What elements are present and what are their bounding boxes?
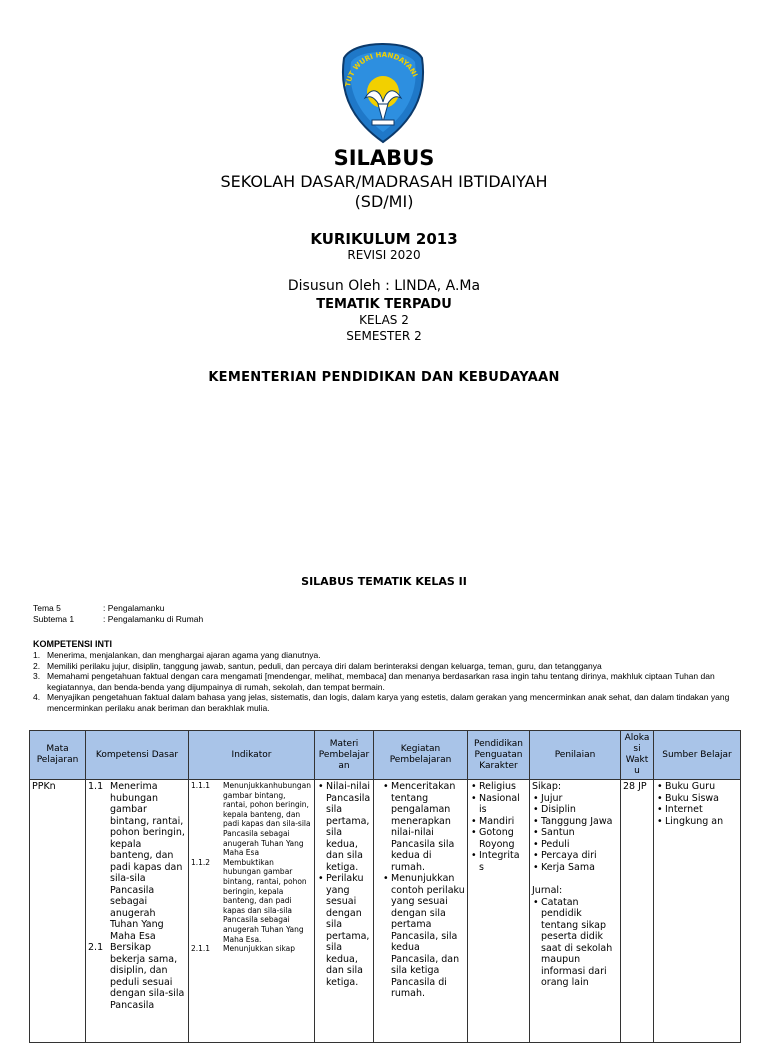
kd-text: Menerima hubungan gambar bintang, rantai, pohon beringin, kepala banteng, dan padi kapas dan sila-sila Pancasila sebagai anugerah Tuhan Yang Maha Esa [110,781,185,942]
sumber-item: • Buku Guru [665,781,738,793]
kd-item [88,781,186,942]
sikap-item: • Disiplin [541,804,618,816]
jurnal-item: • Catatan pendidik tentang sikap peserta didik saat di sekolah maupun informasi dari orang lain [541,897,618,989]
kd-item [88,942,186,1011]
ki-number: 2. [33,660,41,671]
cell-materi [315,780,374,1043]
ki-item [33,661,738,672]
karakter-item: • Integrita s [479,850,527,873]
sikap-item: • Percaya diri [541,850,618,862]
cell-alokasi: 28 JP [621,780,654,1043]
table-row [30,780,741,1043]
col-header-indikator: Indikator [189,731,315,780]
sikap-item: • Santun [541,827,618,839]
indikator-item [191,858,312,944]
indikator-text: Menunjukkanhubungan gambar bintang, rantai, pohon beringin, kepala banteng, dan padi kapas dan sila-sila Pancasila sebagai anugerah Tuhan Yang Maha Esa [223,781,311,858]
sumber-item: • Lingkung an [665,816,738,828]
subtema-value: : Pengalamanku di Rumah [103,614,204,624]
ki-text: Menerima, menjalankan, dan menghargai ajaran agama yang dianutnya. [47,650,321,660]
col-header-sumber: Sumber Belajar [654,731,741,780]
tema-line [33,603,164,613]
ki-number: 1. [33,650,41,660]
col-header-penilaian: Penilaian [530,731,621,780]
kegiatan-item: • Menceritakan tentang pengalaman menerapkan nilai-nilai Pancasila sila kedua di rumah. [391,781,465,873]
indikator-number: 1.1.1 [191,781,211,790]
sikap-item: • Peduli [541,839,618,851]
col-header-karakter: Pendidikan Penguatan Karakter [468,731,530,780]
tut-wuri-handayani-logo [328,38,438,148]
materi-item: • Nilai-nilai Pancasila sila pertama, sila kedua, dan sila ketiga. [326,781,371,873]
karakter-item: • Gotong Royong [479,827,527,850]
penilaian-sikap-label: Sikap: [532,781,562,792]
tema-label: Tema 5 [33,603,61,613]
school-name: SEKOLAH DASAR/MADRASAH IBTIDAIYAH [220,172,548,191]
cell-penilaian [530,780,621,1043]
ki-text: Memahami pengetahuan faktual dengan cara mengamati [mendengar, melihat, membaca] dan menanya berdasarkan rasa ingin tahu tentang dirinya, makhluk ciptaan Tuhan dan kegiatannya, dan benda-benda yang dijumpainya di rumah, sekolah, dan tempat bermain. [47,671,715,692]
table-header-row [30,731,741,780]
ki-text: Menyajikan pengetahuan faktual dalam bahasa yang jelas, sistematis, dan logis, dalam karya yang estetis, dalam gerakan yang mencerminkan anak sehat, dan dalam tindakan yang mencerminkan perilaku anak beriman dan berakhlak mulia. [47,692,730,713]
indikator-text: Membuktikan hubungan gambar bintang, rantai, pohon beringin, kepala banteng, dan padi kapas dan sila-sila Pancasila sebagai anugerah Tuhan Yang Maha Esa. [223,857,307,944]
syllabus-title: SILABUS TEMATIK KELAS II [301,575,467,588]
sumber-item: • Internet [665,804,738,816]
cell-indikator [189,780,315,1043]
cell-subject: PPKn [30,780,86,1043]
ministry-name: KEMENTERIAN PENDIDIKAN DAN KEBUDAYAAN [208,370,560,385]
materi-item: • Perilaku yang sesuai dengan sila pertama, sila kedua, dan sila ketiga. [326,873,371,988]
curriculum: KURIKULUM 2013 [310,230,458,248]
ki-item [33,650,738,661]
ki-list [33,650,738,713]
col-header-kompetensi-dasar: Kompetensi Dasar [86,731,189,780]
svg-text:TUT WURI HANDAYANI: TUT WURI HANDAYANI [344,50,419,88]
ki-title: KOMPETENSI INTI [33,639,113,649]
sikap-item: • Kerja Sama [541,862,618,874]
indikator-number: 2.1.1 [191,944,211,954]
karakter-item: • Nasional is [479,793,527,816]
author: Disusun Oleh : LINDA, A.Ma [287,278,481,294]
karakter-item: • Religius [479,781,527,793]
penilaian-jurnal-label: Jurnal: [532,885,563,896]
school-abbr: (SD/MI) [354,192,414,211]
kd-number: 1.1 [88,781,104,792]
indikator-item [191,944,312,954]
col-header-materi: Materi Pembelajar an [315,731,374,780]
indikator-item [191,781,312,858]
sumber-item: • Buku Siswa [665,793,738,805]
cell-karakter [468,780,530,1043]
kd-text: Bersikap bekerja sama, disiplin, dan peduli sesuai dengan sila-sila Pancasila [110,942,185,1011]
ki-item [33,692,738,713]
col-header-alokasi: Aloka si Wakt u [621,731,654,780]
kd-number: 2.1 [88,942,104,953]
col-header-kegiatan: Kegiatan Pembelajaran [374,731,468,780]
class-label: KELAS 2 [359,313,409,327]
ki-number: 3. [33,671,41,681]
ki-number: 4. [33,692,41,702]
sikap-item: • Tanggung Jawa [541,816,618,828]
indikator-number: 1.1.2 [191,857,211,867]
indikator-text: Menunjukkan sikap [223,944,296,954]
kegiatan-item: • Menunjukkan contoh perilaku yang sesuai dengan sila pertama Pancasila, sila kedua Pancasila, dan sila ketiga Pancasila di rumah. [391,873,465,1000]
sikap-item: • Jujur [541,793,618,805]
cover-title: SILABUS [333,146,435,170]
ki-item [33,671,738,692]
subtema-line [33,614,203,624]
col-header-mata-pelajaran: Mata Pelajaran [30,731,86,780]
karakter-item: • Mandiri [479,816,527,828]
tema-value: : Pengalamanku [103,603,165,613]
subject-title: TEMATIK TERPADU [316,297,452,312]
subtema-label: Subtema 1 [33,614,75,624]
syllabus-table [29,730,741,1043]
ki-text: Memiliki perilaku jujur, disiplin, tanggung jawab, santun, peduli, dan percaya diri dalam berinteraksi dengan keluarga, teman, guru, dan tetangganya [47,660,602,671]
cell-sumber [654,780,741,1043]
semester-label: SEMESTER 2 [346,329,422,343]
cell-kd [86,780,189,1043]
cell-kegiatan [374,780,468,1043]
revision: REVISI 2020 [347,248,421,262]
